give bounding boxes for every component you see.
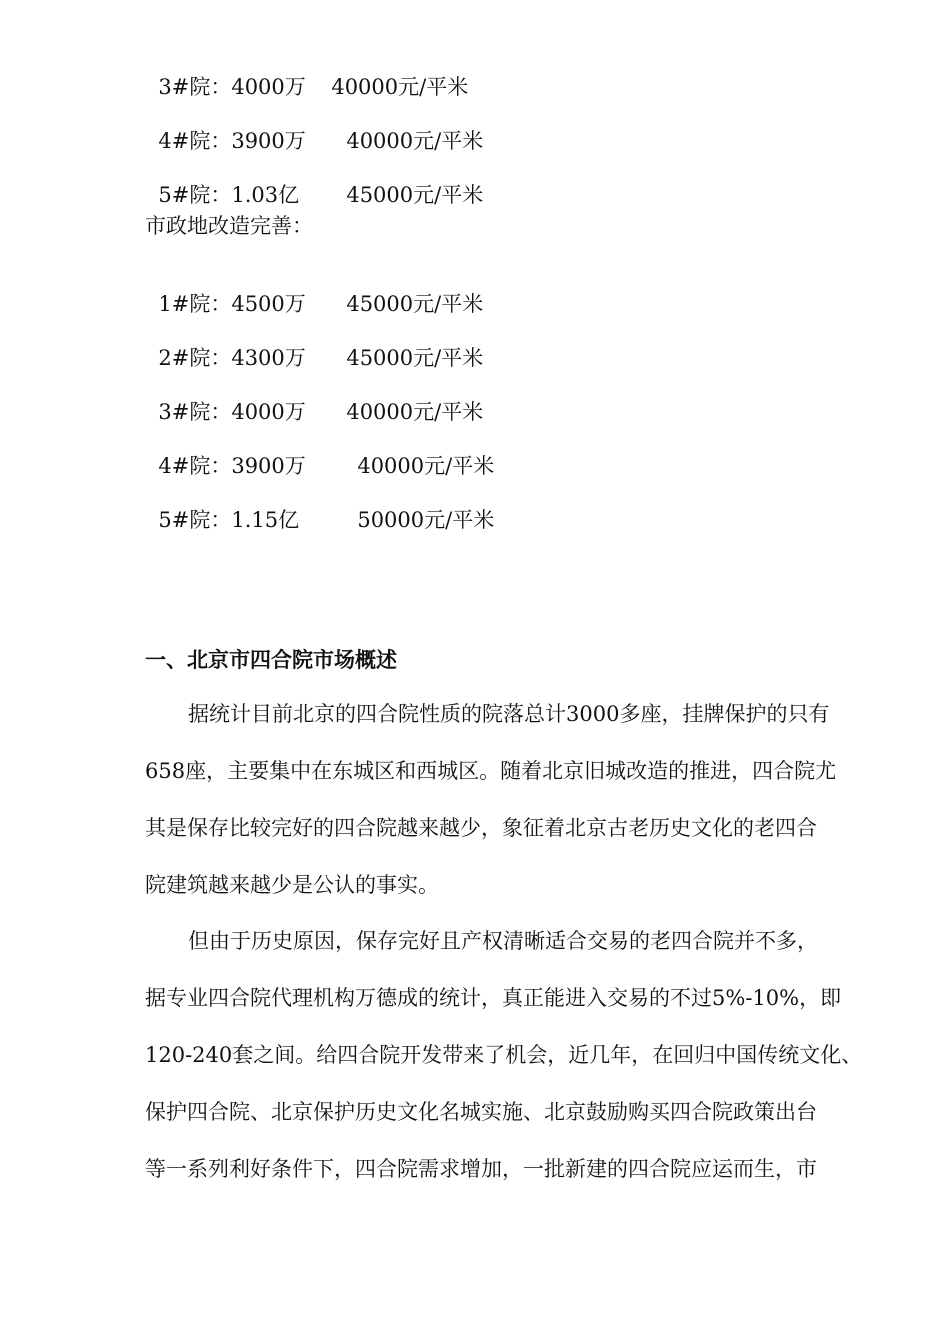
courtyard-label: 3#院：: [158, 400, 232, 424]
courtyard-label: 4#院：: [158, 129, 232, 153]
list-item: [145, 268, 483, 316]
paragraph-line: 658座，主要集中在东城区和西城区。随着北京旧城改造的推进，四合院尤: [145, 759, 837, 783]
list-item: [145, 105, 483, 153]
courtyard-amount: 4000万: [231, 400, 306, 424]
list-item: [145, 376, 483, 424]
courtyard-price: 50000元/平米: [357, 508, 495, 532]
courtyard-label: 4#院：: [158, 454, 232, 478]
paragraph-line: 院建筑越来越少是公认的事实。: [145, 873, 439, 897]
courtyard-price: 45000元/平米: [346, 292, 484, 316]
paragraph-line: 据专业四合院代理机构万德成的统计，真正能进入交易的不过5%-10%，即: [145, 986, 842, 1010]
paragraph-line: 120-240套之间。给四合院开发带来了机会，近几年，在回归中国传统文化、: [145, 1043, 863, 1067]
paragraph-line: 保护四合院、北京保护历史文化名城实施、北京鼓励购买四合院政策出台: [145, 1100, 817, 1124]
courtyard-price: 45000元/平米: [346, 183, 484, 207]
courtyard-amount: 3900万: [231, 454, 306, 478]
courtyard-price: 40000元/平米: [346, 129, 484, 153]
courtyard-amount: 1.15亿: [231, 508, 300, 532]
section-heading: 一、北京市四合院市场概述: [145, 648, 397, 672]
courtyard-price: 40000元/平米: [331, 75, 469, 99]
list-item: [145, 322, 483, 370]
courtyard-price: 40000元/平米: [346, 400, 484, 424]
courtyard-label: 5#院：: [158, 183, 232, 207]
courtyard-label: 3#院：: [158, 75, 232, 99]
paragraph-line: 等一系列利好条件下，四合院需求增加，一批新建的四合院应运而生，市: [145, 1157, 817, 1181]
paragraph-line: 其是保存比较完好的四合院越来越少，象征着北京古老历史文化的老四合: [145, 816, 817, 840]
courtyard-amount: 4300万: [231, 346, 306, 370]
courtyard-label: 5#院：: [158, 508, 232, 532]
courtyard-label: 2#院：: [158, 346, 232, 370]
list-item: [145, 51, 468, 99]
courtyard-amount: 1.03亿: [231, 183, 300, 207]
list-item: [145, 430, 494, 478]
courtyard-price: 40000元/平米: [357, 454, 495, 478]
courtyard-amount: 4000万: [231, 75, 306, 99]
courtyard-amount: 4500万: [231, 292, 306, 316]
courtyard-label: 1#院：: [158, 292, 232, 316]
courtyard-amount: 3900万: [231, 129, 306, 153]
paragraph-line: 但由于历史原因，保存完好且产权清晰适合交易的老四合院并不多，: [188, 929, 818, 953]
list-item: [145, 159, 483, 207]
paragraph-line: 据统计目前北京的四合院性质的院落总计3000多座，挂牌保护的只有: [188, 702, 830, 726]
section-label: 市政地改造完善：: [145, 214, 313, 238]
list-item: [145, 484, 494, 532]
courtyard-price: 45000元/平米: [346, 346, 484, 370]
